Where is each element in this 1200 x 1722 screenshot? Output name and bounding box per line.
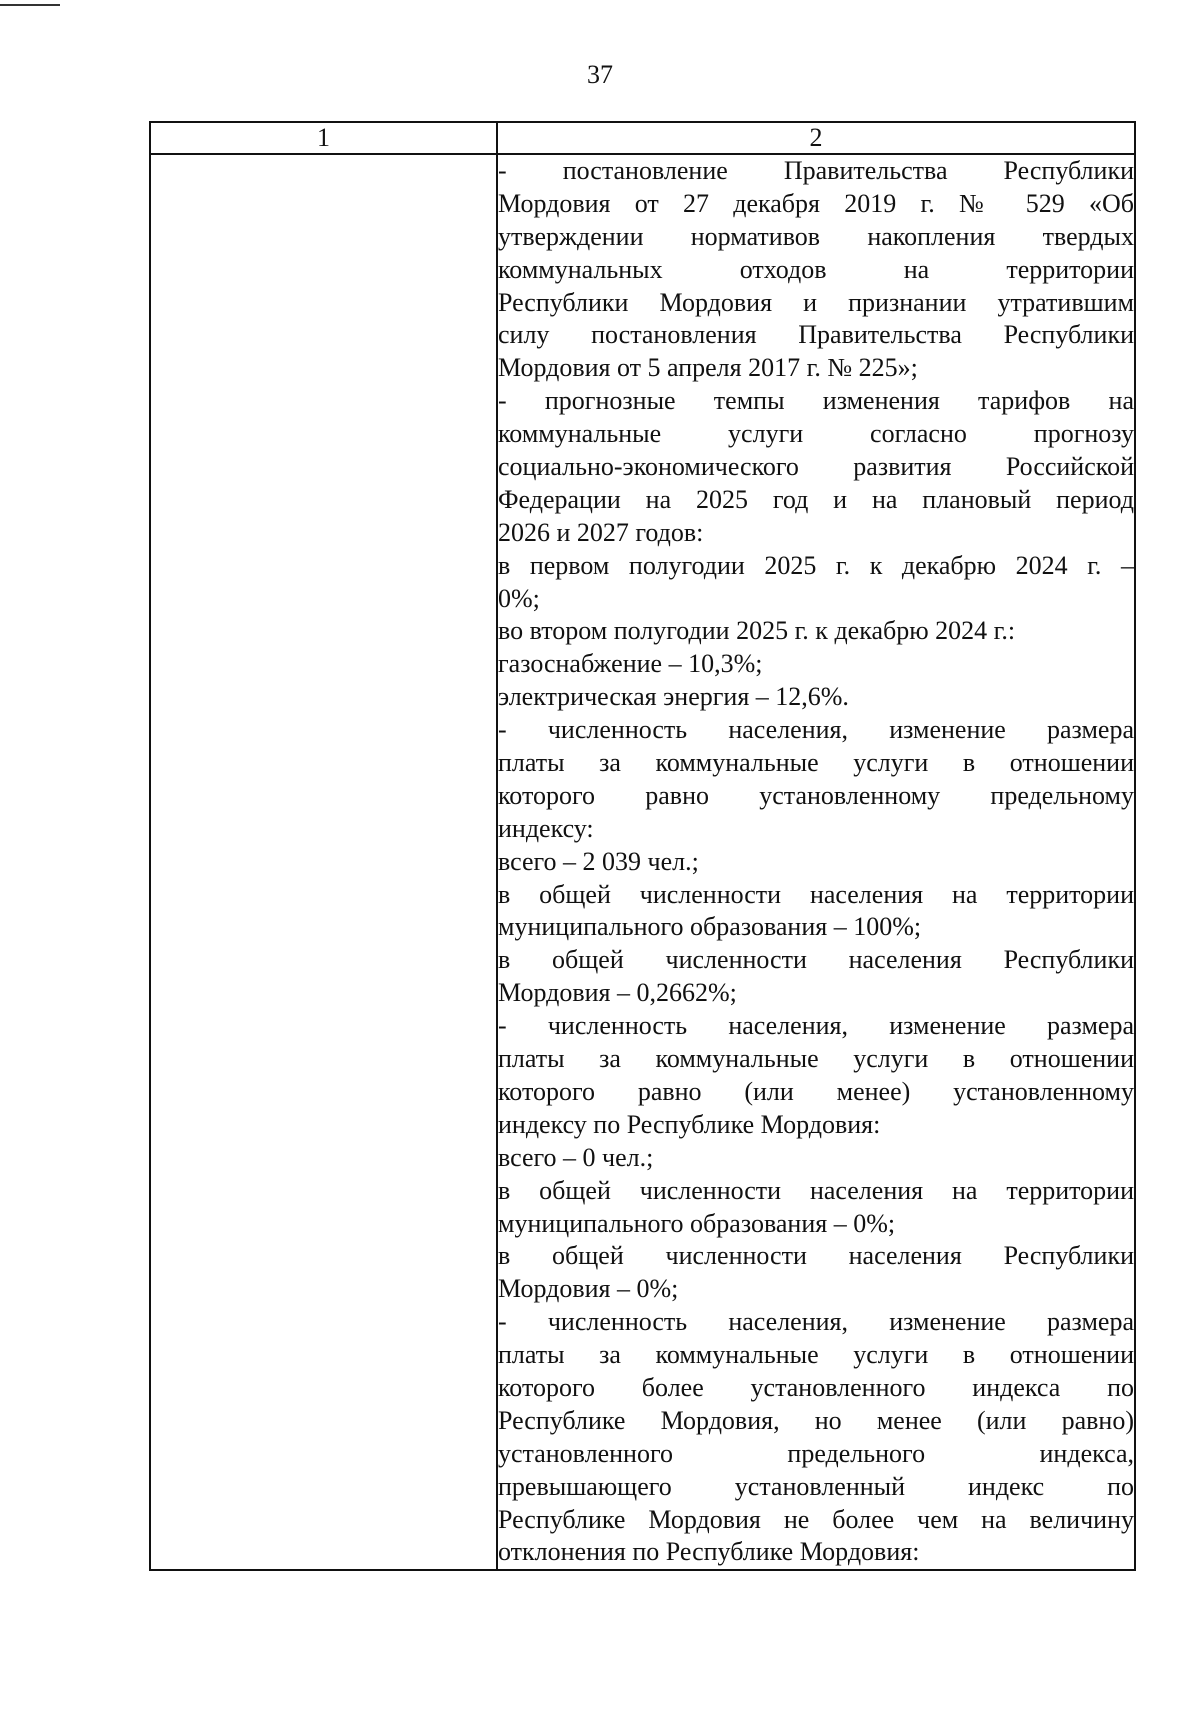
text-line: отклонения по Республике Мордовия: xyxy=(498,1537,920,1567)
text-line: индексу: xyxy=(498,813,594,843)
page-number: 37 xyxy=(587,60,613,89)
text-line: газоснабжение – 10,3%; xyxy=(498,649,763,679)
text-line: в общей численности населения Республики xyxy=(498,945,1134,975)
text-line: которого более установленного индекса по xyxy=(498,1372,1134,1402)
right-cell-text xyxy=(497,154,1135,1570)
text-line: Республике Мордовия не более чем на величину xyxy=(498,1504,1134,1534)
text-line: которого равно (или менее) установленному xyxy=(498,1076,1134,1106)
text-line: - прогнозные темпы изменения тарифов на xyxy=(498,386,1134,416)
text-line: коммунальных отходов на территории xyxy=(498,254,1134,284)
text-line: индексу по Республике Мордовия: xyxy=(498,1109,881,1139)
text-line: в общей численности населения на территории xyxy=(498,1175,1134,1205)
text-line: 0%; xyxy=(498,583,540,613)
text-line: Мордовия – 0%; xyxy=(498,1274,679,1304)
text-line: которого равно установленному предельному xyxy=(498,780,1134,810)
text-line: утверждении нормативов накопления твердых xyxy=(498,221,1134,251)
text-line: электрическая энергия – 12,6%. xyxy=(498,682,849,712)
text-line: Республики Мордовия и признании утратившим xyxy=(498,287,1134,317)
text-line: в первом полугодии 2025 г. к декабрю 2024 г. – xyxy=(498,550,1134,580)
text-line: платы за коммунальные услуги в отношении xyxy=(498,1340,1134,1370)
scan-edge-line xyxy=(0,4,60,6)
text-line: муниципального образования – 100%; xyxy=(498,912,922,942)
text-line: в общей численности населения Республики xyxy=(498,1241,1134,1271)
document-table xyxy=(149,121,1136,1571)
text-line: - численность населения, изменение размера xyxy=(498,715,1134,745)
text-line: установленного предельного индекса, xyxy=(498,1438,1134,1468)
column-header-2: 2 xyxy=(497,122,1135,154)
text-line: платы за коммунальные услуги в отношении xyxy=(498,748,1134,778)
text-line: всего – 2 039 чел.; xyxy=(498,846,699,876)
left-cell-empty xyxy=(150,154,497,1570)
text-line: коммунальные услуги согласно прогнозу xyxy=(498,419,1134,449)
text-line: всего – 0 чел.; xyxy=(498,1142,654,1172)
text-line: - численность населения, изменение размера xyxy=(498,1011,1134,1041)
text-line: муниципального образования – 0%; xyxy=(498,1208,896,1238)
text-line: Мордовия – 0,2662%; xyxy=(498,978,737,1008)
text-line: Мордовия от 5 апреля 2017 г. № 225»; xyxy=(498,353,918,383)
text-line: 2026 и 2027 годов: xyxy=(498,517,704,547)
text-line: во втором полугодии 2025 г. к декабрю 2024 г.: xyxy=(498,616,1016,646)
text-line: социально-экономического развития Российской xyxy=(498,452,1134,482)
text-line: Мордовия от 27 декабря 2019 г. № 529 «Об xyxy=(498,188,1134,218)
text-line: - численность населения, изменение размера xyxy=(498,1307,1134,1337)
text-line: платы за коммунальные услуги в отношении xyxy=(498,1044,1134,1074)
text-line: превышающего установленный индекс по xyxy=(498,1471,1134,1501)
text-line: силу постановления Правительства Республики xyxy=(498,320,1134,350)
column-header-1: 1 xyxy=(150,122,497,154)
text-line: - постановление Правительства Республики xyxy=(498,156,1134,185)
table-row xyxy=(150,154,1135,1570)
text-line: Федерации на 2025 год и на плановый период xyxy=(498,484,1134,514)
text-line: Республике Мордовия, но менее (или равно) xyxy=(498,1405,1134,1435)
text-line: в общей численности населения на территории xyxy=(498,879,1134,909)
table-header-row xyxy=(150,122,1135,154)
